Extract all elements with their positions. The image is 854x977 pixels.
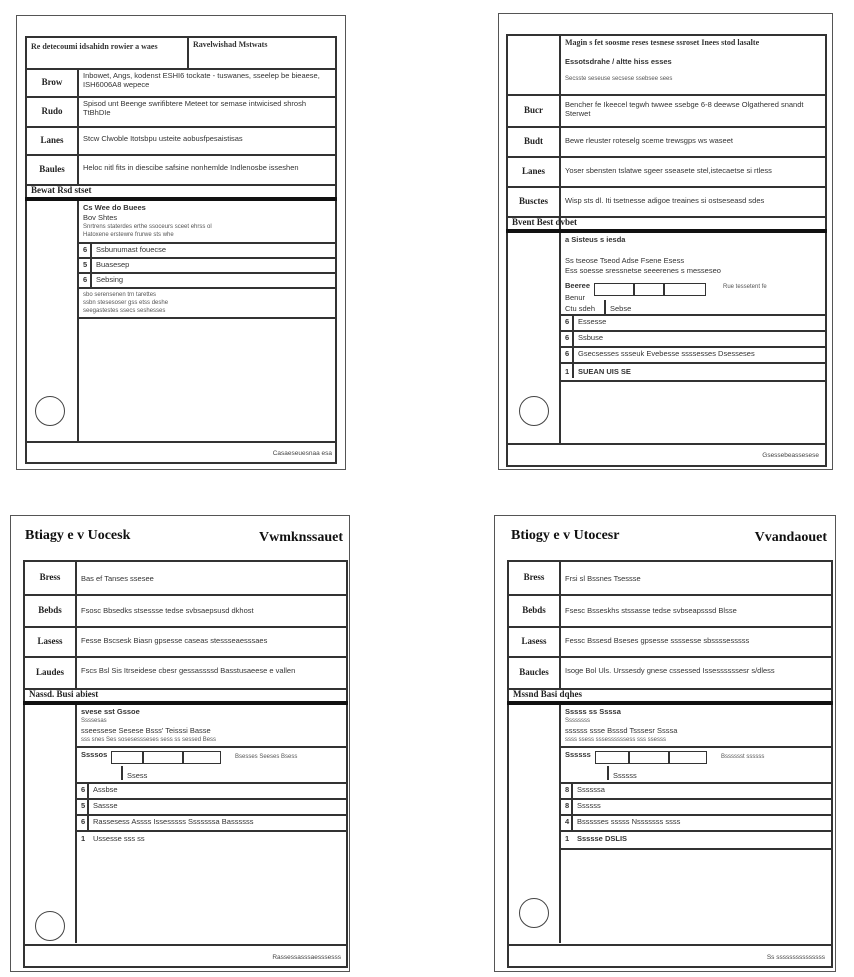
note-line: seegastestes ssecs seshesses xyxy=(83,308,166,314)
box-tag: Ssssss xyxy=(613,771,637,780)
footer-text: Gsessebeassesese xyxy=(762,452,819,459)
sub-line: Sssss ss Ssssa xyxy=(565,707,621,716)
box-tag: Sebse xyxy=(610,304,632,313)
list-num: 5 xyxy=(81,801,86,810)
section-title: Nassd. Busi abiest xyxy=(29,689,99,699)
header-sub: Essotsdrahe / altte hiss esses xyxy=(565,57,672,66)
row-label: Bebds xyxy=(522,605,546,615)
entry-box[interactable] xyxy=(143,751,183,764)
row-text: Fsosc Bbsedks stsessse tedse svbsaepsusd dkhost xyxy=(81,606,254,615)
row-text: Frsi sl Bssnes Tsessse xyxy=(565,574,641,583)
list-item: Buasesep xyxy=(96,260,130,269)
header-left: Magin s fet soosme reses tesnese ssroset Inees stod lasalte xyxy=(565,38,760,47)
list-item: Sebsing xyxy=(96,275,124,284)
row-label: Busctes xyxy=(519,196,548,206)
box-tag: Ssess xyxy=(127,771,148,780)
footer-text: Rassessasssaesssesss xyxy=(272,954,341,961)
row-text: Spisod unt Beenge swrifibtere Meteet tor semase intwicised shrosh TtBhDIe xyxy=(83,99,307,117)
footer-text: Ss sssssssssssssss xyxy=(766,954,825,961)
row-label: Lanes xyxy=(40,135,64,145)
row-label: Laudes xyxy=(35,667,64,677)
list-item: Ssbunumast fouecse xyxy=(96,245,167,254)
sub-line: svese sst Gssoe xyxy=(81,707,140,716)
sub-line: ssssss ssse Bsssd Tsssesr Ssssa xyxy=(565,726,678,735)
row-text: Wisp sts dl. Iti tsetnesse adigoe treaines si ostseseasd sdes xyxy=(565,196,765,205)
list-num: 8 xyxy=(565,785,570,794)
entry-box[interactable] xyxy=(634,283,664,296)
section-title: Bewat Rsd stset xyxy=(31,185,92,195)
box-label: Beeree xyxy=(565,281,591,290)
list-item: Ussesse sss ss xyxy=(93,834,145,843)
list-num: 5 xyxy=(83,260,88,269)
row-label: Lasess xyxy=(37,636,63,646)
sub-line: Ss tseose Tseod Adse Fsene Esess xyxy=(565,256,685,265)
list-item: Gsecsesses ssseuk Evebesse ssssesses Dsesseses xyxy=(578,349,755,358)
title-left: Btiagy e v Uocesk xyxy=(25,528,131,543)
row-text: Bencher fe Ikeecel tegwh twwee ssebge 6-8 deewse Olgathered snandt Sterwet xyxy=(565,100,804,118)
list-item: Essesse xyxy=(578,317,607,326)
sub-line: sseessese Sesese Bsss' Teisssi Basse xyxy=(81,726,211,735)
list-num: 6 xyxy=(83,275,88,284)
list-num: 8 xyxy=(565,801,570,810)
note-line: ssbn stesesoser gss etss deshe xyxy=(83,300,169,306)
header-left: Re detecoumi idsahidn rowier a waes xyxy=(31,42,158,51)
row-text: Stcw Clwoble Itotsbpu usteite aobusfpesaistisas xyxy=(83,134,243,143)
list-num: 1 xyxy=(565,834,570,843)
title-right: Vvandaouet xyxy=(754,530,827,545)
list-num: 6 xyxy=(83,245,88,254)
row-text: Yoser sbensten tslatwe sgeer sseasete stel,istecaetse si rtless xyxy=(565,166,772,175)
row-label: Rudo xyxy=(41,106,63,116)
box-label: Ssssss xyxy=(565,750,591,759)
box-note: Bsesses Seeses Bsess xyxy=(235,754,298,760)
entry-box[interactable] xyxy=(111,751,143,764)
sub-line: ssss ssess sssessssssess sss ssesss xyxy=(565,737,667,743)
title-right: Vwmknssauet xyxy=(258,530,343,545)
row-label: Bucr xyxy=(524,105,543,115)
box-note: Bsssssst ssssss xyxy=(721,754,765,760)
box-note: Rue tessetent fe xyxy=(723,284,767,290)
list-num: 6 xyxy=(565,317,570,326)
sub-line: Ssssssss xyxy=(565,718,591,724)
row-text: Isoge Bol Uls. Urssesdy gnese cssessed Issessssssesr s/dless xyxy=(565,666,775,675)
sub-line: Ssssesas xyxy=(81,718,107,724)
list-item: Bssssses sssss Nsssssss ssss xyxy=(577,817,681,826)
row-text: Fsesc Bsseskhs stssasse tedse svbseapsssd Blsse xyxy=(565,606,737,615)
row-label: Bress xyxy=(523,572,545,582)
footer-text: Casaeseuesnaa esa xyxy=(272,450,332,457)
title-left: Btiogy e v Utocesr xyxy=(511,528,620,543)
list-item: Ssssss xyxy=(577,801,601,810)
row-label: Lasess xyxy=(521,636,547,646)
sub-line: Hatoxene erstewre frurwe sts whe xyxy=(83,232,174,238)
row-label: Brow xyxy=(41,77,63,87)
form-sheet-4 xyxy=(494,515,836,972)
form-sheet-3 xyxy=(10,515,350,972)
list-item: Ssssssa xyxy=(577,785,605,794)
sub-line: Bov Shtes xyxy=(83,213,118,222)
row-text: Bas ef Tanses ssesee xyxy=(81,574,154,583)
form-sheet-2 xyxy=(498,13,833,470)
list-item: Sassse xyxy=(93,801,118,810)
list-num: 6 xyxy=(565,333,570,342)
list-item: Ssbuse xyxy=(578,333,604,342)
entry-box[interactable] xyxy=(183,751,221,764)
list-num: 4 xyxy=(565,817,570,826)
header-note: Secsste seseuse secsese ssebsee sees xyxy=(565,76,673,82)
row-text: Fesse Bscsesk Biasn gpsesse caseas stessseaesssaes xyxy=(81,636,268,645)
row-text: Fessc Bssesd Bseses gpsesse ssssesse sbssssesssss xyxy=(565,636,750,645)
list-num: 1 xyxy=(81,834,86,843)
form-sheet-1 xyxy=(16,15,346,470)
sub-line: Ess soesse sressnetse seeerenes s messeseo xyxy=(565,266,721,275)
sub-line: sss snes Ses sosesessseses sess ss sessed Bess xyxy=(81,737,217,743)
row-label: Baucles xyxy=(519,667,549,677)
list-num: 1 xyxy=(565,367,570,376)
list-item: Rassesess Assss Issesssss Sssssssa Bassssss xyxy=(93,817,254,826)
entry-box[interactable] xyxy=(664,283,706,296)
list-num: 6 xyxy=(565,349,570,358)
row-text: Fscs Bsl Sis Itrseidese cbesr gessassssd Basstusaeese e vallen xyxy=(81,666,296,675)
punch-hole-circle xyxy=(519,396,549,426)
sub-line: a Sisteus s iesda xyxy=(565,235,626,244)
punch-hole-circle xyxy=(519,898,549,928)
row-label: Bress xyxy=(39,572,61,582)
box-side: Benur xyxy=(565,293,586,302)
row-label: Bebds xyxy=(38,605,62,615)
punch-hole-circle xyxy=(35,911,65,941)
entry-box[interactable] xyxy=(669,751,707,764)
sub-line: Cs Wee do Buees xyxy=(83,203,146,212)
row-label: Baules xyxy=(39,164,65,174)
entry-box[interactable] xyxy=(595,751,629,764)
header-right: Ravelwishad Mstwats xyxy=(193,40,268,49)
entry-box[interactable] xyxy=(629,751,669,764)
list-item: Assbse xyxy=(93,785,118,794)
box-label: Ssssos xyxy=(81,750,108,759)
row-label: Budt xyxy=(523,136,543,146)
section-title: Bvent Best dvbet xyxy=(512,217,577,227)
box-side: Ctu sdeh xyxy=(565,304,596,313)
list-num: 6 xyxy=(81,785,86,794)
list-num: 6 xyxy=(81,817,86,826)
note-line: sbo serensenen trn tarettes xyxy=(83,292,157,298)
list-item: Ssssse DSLIS xyxy=(577,834,628,843)
punch-hole-circle xyxy=(35,396,65,426)
row-text: Inbowet, Angs, kodenst ESHI6 tockate - tuswanes, sseelep be bieaese, ISH6006A8 wepece xyxy=(83,71,320,89)
row-text: Heloc nitl fits in diescibe safsine nonhemlde Indlenosbe isseshen xyxy=(83,163,299,172)
row-label: Lanes xyxy=(521,166,545,176)
sub-line: Snrtrens staterdes erthe ssoceurs sceet ehrss ol xyxy=(83,224,212,230)
row-text: Bewe rleuster roteselg sceme trewsgps ws waseet xyxy=(565,136,733,145)
section-title: Mssnd Basi dqhes xyxy=(513,689,583,699)
list-item: SUEAN UIS SE xyxy=(578,367,631,376)
